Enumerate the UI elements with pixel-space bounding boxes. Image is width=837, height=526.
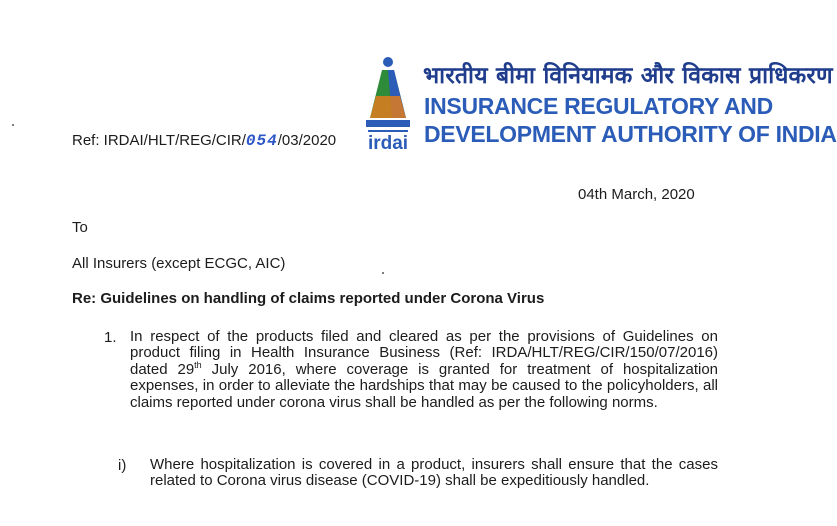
english-org-name-line2: DEVELOPMENT AUTHORITY OF INDIA — [424, 121, 837, 147]
handwritten-circular-number: 054 — [245, 132, 278, 150]
english-org-name-line1: INSURANCE REGULATORY AND — [424, 93, 773, 119]
item-paragraph — [130, 329, 718, 411]
subitem-numeral: i) — [118, 457, 127, 474]
scan-speck — [12, 124, 14, 126]
reference-number — [72, 132, 336, 150]
to-label: To — [72, 219, 88, 236]
subject-line: Re: Guidelines on handling of claims reported under Corona Virus — [72, 290, 545, 307]
item-text-part2: July 2016, where coverage is granted for treatment of hospitalization expenses, in order to alleviate the hardships that may be caused to the policyholders, all claims reported under corona virus shall be handled as per the following norms. — [130, 360, 719, 411]
ordinal-suffix: th — [194, 359, 202, 370]
scan-speck — [382, 272, 384, 274]
addressee: All Insurers (except ECGC, AIC) — [72, 255, 286, 272]
item-number: 1. — [104, 329, 117, 346]
letter-date: 04th March, 2020 — [578, 186, 695, 203]
subitem-paragraph: Where hospitalization is covered in a product, insurers shall ensure that the cases related to Corona virus disease (COVID-19) shall be expeditiously handled. — [150, 456, 718, 490]
reference-suffix: /03/2020 — [277, 132, 337, 149]
item-text-part1: In respect of the products filed and cleared as per the provisions of Guidelines on product filing in Health Insurance Business (Ref: IRDA/HLT/REG/CIR/150/07/2016) dated 29 — [130, 328, 718, 378]
irdai-logo — [362, 56, 414, 152]
hindi-org-name: भारतीय बीमा विनियामक और विकास प्राधिकरण — [423, 63, 833, 89]
reference-prefix: Ref: IRDAI/HLT/REG/CIR/ — [72, 132, 246, 149]
logo-wordmark: irdai — [367, 133, 409, 154]
